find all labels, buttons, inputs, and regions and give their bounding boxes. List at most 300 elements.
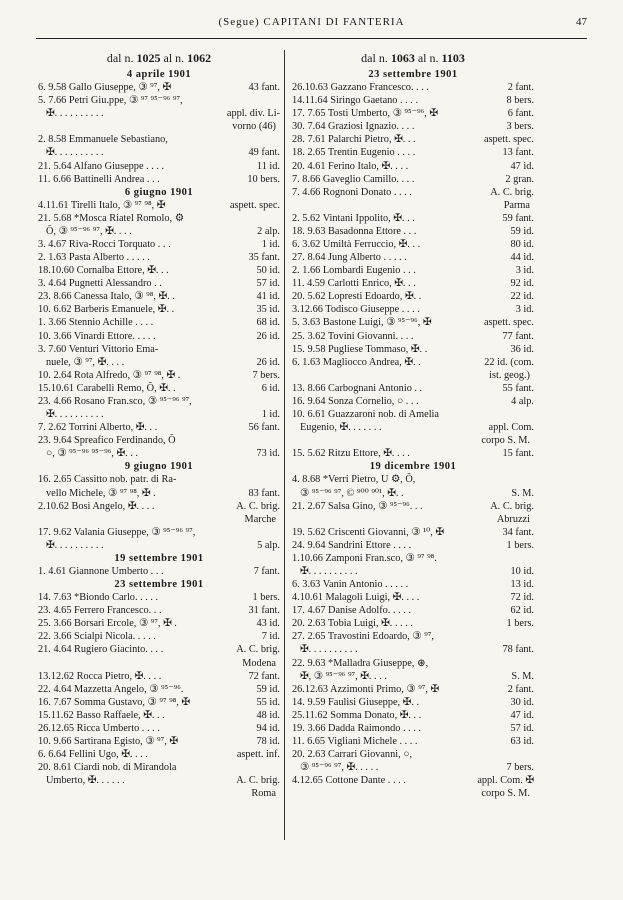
entry-continuation <box>292 761 534 774</box>
entry-assignment: corpo S. M. <box>481 788 530 800</box>
entry-continuation <box>292 487 534 500</box>
entry-name: 15. 5.62 Ritzu Ettore, ✠. . . . <box>292 448 410 460</box>
entry-name: ✠. . . . . . . . . . <box>300 644 358 656</box>
date-heading: 19 settembre 1901 <box>114 552 204 564</box>
entry-name: 6. 3.62 Umiltà Ferruccio, ✠. . . <box>292 239 421 251</box>
entry-assignment: appl. Com. ✠ <box>477 775 534 787</box>
entry-assignment: 3 id. <box>515 265 534 277</box>
entry-name: 5. 7.66 Petri Giu.ppe, ③ ⁹⁷ ⁹⁵⁻⁹⁶ ⁹⁷, <box>38 95 183 107</box>
officer-entry <box>38 369 280 382</box>
officer-entry <box>292 133 534 146</box>
entry-name: 20. 8.61 Ciardi nob. di Mirandola <box>38 762 177 774</box>
officer-entry <box>292 539 534 552</box>
entry-assignment: 6 fant. <box>507 108 534 120</box>
officer-entry <box>292 696 534 709</box>
entry-name: 7. 2.62 Torrini Alberto, ✠. . . <box>38 422 158 434</box>
entry-name: 3. 4.67 Riva-Rocci Torquato . . . <box>38 239 171 251</box>
entry-name: 26.10.63 Gazzano Francesco. . . . <box>292 82 429 94</box>
entry-continuation <box>292 369 534 382</box>
entry-assignment: 22 id. (com. <box>484 356 534 368</box>
entry-assignment: A. C. brig. <box>490 500 534 512</box>
entry-name: 21. 2.67 Salsa Gino, ③ ⁹⁵⁻⁹⁶. . . <box>292 500 423 512</box>
entry-name: 22. 4.64 Mazzetta Angelo, ③ ⁹⁵⁻⁹⁶. <box>38 683 184 695</box>
entry-assignment: 47 id. <box>510 709 534 721</box>
entry-assignment: 47 id. <box>510 160 534 172</box>
entry-assignment: 13 id. <box>510 579 534 591</box>
entry-name: 1. 3.66 Stennio Achille . . . . <box>38 317 154 329</box>
entry-assignment: S. M. <box>511 487 534 499</box>
officer-entry <box>292 277 534 290</box>
officer-entry <box>38 251 280 264</box>
officer-entry <box>38 565 280 578</box>
officer-entry <box>292 81 534 94</box>
entry-name: Umberto, ✠. . . . . . <box>46 775 125 787</box>
officer-entry <box>292 447 534 460</box>
entry-name: 21. 5.68 *Mosca Riatel Romolo, ⚙ <box>38 212 184 224</box>
entry-name: 6. 6.64 Fellini Ugo, ✠. . . . <box>38 749 148 761</box>
entry-name: 27. 2.65 Travostini Edoardo, ③ ⁹⁷, <box>292 631 434 643</box>
entry-name: 13. 8.66 Carbognani Antonio . . <box>292 382 423 394</box>
entry-name: 2. 1.63 Pasta Alberto . . . . . <box>38 252 150 264</box>
officer-entry <box>292 552 534 565</box>
entry-assignment: ist. geog.) <box>489 369 530 381</box>
entry-name: 2. 1.66 Lombardi Eugenio . . . <box>292 265 416 277</box>
entry-assignment: 1 bers. <box>506 539 534 551</box>
range-to: 1103 <box>441 51 465 65</box>
entry-assignment: 2 fant. <box>507 683 534 695</box>
officer-entry <box>292 120 534 133</box>
entry-assignment: 49 fant. <box>248 147 280 159</box>
entry-name: 24. 9.64 Sandrini Ettore . . . . <box>292 539 412 551</box>
officer-entry <box>38 683 280 696</box>
entry-name: 14. 9.59 Faulisi Giuseppe, ✠. . <box>292 696 420 708</box>
entry-assignment: 2 gran. <box>505 173 534 185</box>
entry-assignment: 26 id. <box>256 330 280 342</box>
range-mid: al n. <box>163 51 185 65</box>
entry-name: 6. 9.58 Gallo Giuseppe, ③ ⁹⁷, ✠ <box>38 82 172 94</box>
officer-entry <box>292 500 534 513</box>
officer-entry <box>292 630 534 643</box>
officer-entry <box>38 696 280 709</box>
entry-assignment: 35 fant. <box>248 252 280 264</box>
left-column <box>38 50 280 800</box>
entry-assignment: 72 id. <box>510 592 534 604</box>
officer-entry <box>38 290 280 303</box>
left-entries <box>38 68 280 800</box>
right-column <box>292 50 534 800</box>
entry-name: 21. 4.64 Rugiero Giacinto. . . . <box>38 644 164 656</box>
entry-continuation <box>38 787 280 800</box>
entry-assignment: 48 id. <box>256 709 280 721</box>
entry-name: 14. 7.63 *Biondo Carlo. . . . . <box>38 592 159 604</box>
entry-assignment: Roma <box>251 788 276 800</box>
entry-assignment: 1 bers. <box>506 618 534 630</box>
entry-assignment: 2 alp. <box>257 225 280 237</box>
officer-entry <box>292 107 534 120</box>
entry-name: ✠. . . . . . . . . . <box>46 147 104 159</box>
entry-name: 7. 4.66 Rognoni Donato . . . . <box>292 186 412 198</box>
entry-assignment: vorno (46) <box>232 121 276 133</box>
entry-name: ○, ③ ⁹⁵⁻⁹⁶ ⁹⁵⁻⁹⁶, ✠. . . <box>46 448 138 460</box>
entry-name: 27. 8.64 Jung Alberto . . . . . <box>292 252 407 264</box>
entry-name: 22. 9.63 *Malladra Giuseppe, ⊛, <box>292 657 429 669</box>
officer-entry <box>38 735 280 748</box>
entry-assignment: 72 fant. <box>248 670 280 682</box>
entry-name: 25.11.62 Somma Donato, ✠. . . <box>292 709 422 721</box>
entry-name: 20. 2.63 Carrari Giovanni, ○, <box>292 749 413 761</box>
entry-assignment: 35 id. <box>256 304 280 316</box>
entry-continuation <box>292 434 534 447</box>
officer-entry <box>292 578 534 591</box>
range-from: 1025 <box>136 51 161 65</box>
entry-name: 14.11.64 Siringo Gaetano . . . . <box>292 95 419 107</box>
entry-continuation <box>292 199 534 212</box>
entry-assignment: 34 fant. <box>502 526 534 538</box>
entry-name: 19. 3.66 Dadda Raimondo . . . . <box>292 722 421 734</box>
entry-name: Ŏ, ③ ⁹⁵⁻⁹⁶ ⁹⁷, ✠. . . . <box>46 225 132 237</box>
officer-entry <box>292 748 534 761</box>
entry-assignment: Parma <box>503 199 530 211</box>
entry-name: 3. 7.60 Venturi Vittorio Ema- <box>38 343 159 355</box>
date-heading: 23 settembre 1901 <box>368 69 458 80</box>
officer-entry <box>292 774 534 787</box>
officer-entry <box>38 133 280 146</box>
officer-entry <box>292 617 534 630</box>
officer-entry <box>292 473 534 486</box>
entry-assignment: 7 bers. <box>506 762 534 774</box>
officer-entry <box>38 617 280 630</box>
entry-assignment: 59 id. <box>256 683 280 695</box>
officer-entry <box>292 330 534 343</box>
entry-name: 11. 4.59 Carlotti Enrico, ✠. . . <box>292 278 416 290</box>
entry-assignment: 62 id. <box>510 605 534 617</box>
entry-name: 4. 8.68 *Verri Pietro, U ⚙, Ŏ, <box>292 474 416 486</box>
entry-assignment: 83 fant. <box>248 487 280 499</box>
entry-name: 16. 9.64 Sonza Cornelio, ○ . . . <box>292 395 419 407</box>
officer-entry <box>292 356 534 369</box>
entry-assignment: A. C. brig. <box>490 186 534 198</box>
running-title: (Segue) CAPITANI DI FANTERIA <box>218 16 405 28</box>
entry-name: 18. 9.63 Basadonna Ettore . . . <box>292 225 417 237</box>
entry-name: vello Michele, ③ ⁹⁷ ⁹⁸, ✠ . <box>46 487 156 499</box>
officer-entry <box>292 238 534 251</box>
entry-continuation <box>292 643 534 656</box>
range-header-right <box>292 50 534 66</box>
officer-entry <box>292 316 534 329</box>
entry-assignment: 1 id. <box>261 409 280 421</box>
range-header-left <box>38 50 280 66</box>
officer-entry <box>38 160 280 173</box>
entry-assignment: 57 id. <box>256 278 280 290</box>
officer-entry <box>38 473 280 486</box>
range-mid: al n. <box>417 51 439 65</box>
entry-continuation <box>38 774 280 787</box>
date-heading: 23 settembre 1901 <box>114 579 204 591</box>
entry-name: 17. 7.65 Tosti Umberto, ③ ⁹⁵⁻⁹⁶, ✠ <box>292 108 439 120</box>
officer-entry <box>38 761 280 774</box>
officer-entry <box>38 434 280 447</box>
date-heading: 6 giugno 1901 <box>124 186 194 198</box>
entry-name: 2.10.62 Bosi Angelo, ✠. . . . <box>38 500 155 512</box>
entry-name: 15. 9.58 Pugliese Tommaso, ✠. . <box>292 343 428 355</box>
officer-entry <box>292 722 534 735</box>
entry-continuation <box>38 513 280 526</box>
entry-name: 1. 4.61 Giannone Umberto . . . <box>38 565 164 577</box>
entry-assignment: 26 id. <box>256 356 280 368</box>
entry-continuation <box>38 539 280 552</box>
entry-assignment: 92 id. <box>510 278 534 290</box>
officer-entry <box>38 343 280 356</box>
officer-entry <box>292 173 534 186</box>
entry-name: 19. 5.62 Criscenti Giovanni, ③ ¹⁰, ✠ <box>292 526 445 538</box>
entry-name: 4.12.65 Cottone Dante . . . . <box>292 775 406 787</box>
entry-assignment: appl. Com. <box>488 422 534 434</box>
entry-name: 2. 5.62 Vintani Ippolito, ✠. . . <box>292 212 415 224</box>
officer-entry <box>38 199 280 212</box>
entry-name: ③ ⁹⁵⁻⁹⁶ ⁹⁷, ✠. . . . . <box>300 762 379 774</box>
officer-entry <box>38 500 280 513</box>
entry-assignment: 36 id. <box>510 343 534 355</box>
entry-continuation <box>38 356 280 369</box>
entry-name: 20. 5.62 Lopresti Edoardo, ✠. . <box>292 291 422 303</box>
officer-entry <box>38 604 280 617</box>
date-heading: 9 giugno 1901 <box>124 461 194 473</box>
entry-continuation <box>292 513 534 526</box>
range-prefix: dal n. <box>106 51 134 65</box>
entry-name: 2. 8.58 Emmanuele Sebastiano, <box>38 134 168 146</box>
entry-name: ✠. . . . . . . . . . <box>300 565 358 577</box>
entry-assignment: 41 id. <box>256 291 280 303</box>
entry-assignment: 8 bers. <box>506 95 534 107</box>
entry-assignment: S. M. <box>511 670 534 682</box>
entry-assignment: 55 id. <box>256 696 280 708</box>
entry-continuation <box>38 146 280 159</box>
entry-assignment: 2 fant. <box>507 82 534 94</box>
officer-entry <box>292 290 534 303</box>
officer-entry <box>292 264 534 277</box>
entry-continuation <box>38 487 280 500</box>
officer-entry <box>292 735 534 748</box>
entry-assignment: A. C. brig. <box>236 644 280 656</box>
entry-assignment: 73 id. <box>256 448 280 460</box>
entry-name: 10. 2.64 Rota Alfredo, ③ ⁹⁷ ⁹⁸, ✠ . <box>38 369 181 381</box>
officer-entry <box>292 604 534 617</box>
entry-assignment: 3 bers. <box>506 121 534 133</box>
entry-assignment: aspett. spec. <box>483 134 534 146</box>
entry-assignment: 78 fant. <box>502 644 534 656</box>
entry-assignment: appl. div. Li- <box>226 108 280 120</box>
entry-name: 6. 3.63 Vanin Antonio . . . . . <box>292 579 409 591</box>
officer-entry <box>38 591 280 604</box>
entry-assignment: 43 id. <box>256 618 280 630</box>
officer-entry <box>38 630 280 643</box>
entry-continuation <box>38 120 280 133</box>
entry-assignment: A. C. brig. <box>236 775 280 787</box>
entry-assignment: 6 id. <box>261 382 280 394</box>
entry-name: 7. 8.66 Gaveglio Camillo. . . . <box>292 173 415 185</box>
officer-entry <box>38 316 280 329</box>
officer-entry <box>292 146 534 159</box>
officer-entry <box>38 277 280 290</box>
entry-name: 17. 4.67 Danise Adolfo. . . . . <box>292 605 411 617</box>
officer-entry <box>38 303 280 316</box>
column-divider <box>284 50 285 840</box>
entry-assignment: 30 id. <box>510 696 534 708</box>
entry-name: 25. 3.66 Borsari Ercole, ③ ⁹⁷, ✠ . <box>38 618 177 630</box>
officer-entry <box>292 212 534 225</box>
entry-name: 17. 9.62 Valania Giuseppe, ③ ⁹⁵⁻⁹⁶ ⁹⁷, <box>38 526 196 538</box>
entry-assignment: 3 id. <box>515 304 534 316</box>
entry-assignment: Marche <box>244 513 276 525</box>
officer-entry <box>292 186 534 199</box>
entry-assignment: 56 fant. <box>248 422 280 434</box>
right-entries <box>292 68 534 800</box>
entry-assignment: 1 id. <box>261 239 280 251</box>
entry-continuation <box>292 670 534 683</box>
entry-assignment: aspett. spec. <box>483 317 534 329</box>
entry-assignment: 11 id. <box>256 160 280 172</box>
entry-name: 13.12.62 Rocca Pietro, ✠. . . . <box>38 670 162 682</box>
entry-name: 16. 7.67 Somma Gustavo, ③ ⁹⁷ ⁹⁸, ✠ <box>38 696 191 708</box>
entry-name: ✠, ③ ⁹⁵⁻⁹⁶ ⁹⁷, ✠. . . . <box>300 670 387 682</box>
entry-name: 10. 9.66 Sartirana Egisto, ③ ⁹⁷, ✠ <box>38 735 179 747</box>
entry-assignment: aspett. spec. <box>229 199 280 211</box>
entry-name: 3. 4.64 Pugnetti Alessandro . . <box>38 278 162 290</box>
entry-name: 15.10.61 Carabelli Remo, Ŏ, ✠. . <box>38 382 176 394</box>
officer-entry <box>292 657 534 670</box>
officer-entry <box>38 94 280 107</box>
entry-name: 26.12.65 Ricca Umberto . . . . <box>38 722 160 734</box>
officer-entry <box>38 643 280 656</box>
officer-entry <box>38 748 280 761</box>
officer-entry <box>292 343 534 356</box>
entry-name: Eugenio, ✠. . . . . . . <box>300 422 382 434</box>
entry-continuation <box>292 787 534 800</box>
entry-continuation <box>292 421 534 434</box>
officer-entry <box>292 225 534 238</box>
entry-name: 10. 6.61 Guazzaroni nob. di Amelia <box>292 409 439 421</box>
range-prefix: dal n. <box>361 51 388 65</box>
entry-assignment: 57 id. <box>510 722 534 734</box>
entry-assignment: aspett. inf. <box>236 749 280 761</box>
entry-name: 5. 3.63 Bastone Luigi, ③ ⁹⁵⁻⁹⁶, ✠ <box>292 317 432 329</box>
officer-entry <box>38 173 280 186</box>
entry-assignment: 55 fant. <box>502 382 534 394</box>
date-heading: 19 dicembre 1901 <box>369 461 457 473</box>
entry-name: 28. 7.61 Palarchi Pietro, ✠. . . <box>292 134 416 146</box>
entry-continuation <box>38 107 280 120</box>
entry-name: 11. 6.66 Battinelli Andrea . . . <box>38 173 160 185</box>
entry-name: 4.11.61 Tirelli Italo, ③ ⁹⁷ ⁹⁸, ✠ <box>38 199 166 211</box>
entry-name: 23. 4.65 Ferrero Francesco. . . <box>38 605 162 617</box>
officer-entry <box>38 264 280 277</box>
officer-entry <box>38 395 280 408</box>
officer-entry <box>292 408 534 421</box>
officer-entry <box>38 670 280 683</box>
entry-assignment: 7 bers. <box>252 369 280 381</box>
entry-assignment: 7 id. <box>261 631 280 643</box>
entry-assignment: 22 id. <box>510 291 534 303</box>
entry-name: 10. 6.62 Barberis Emanuele, ✠. . <box>38 304 175 316</box>
entry-assignment: 43 fant. <box>248 82 280 94</box>
entry-assignment: 78 id. <box>256 735 280 747</box>
entry-assignment: Abruzzi <box>496 513 530 525</box>
officer-entry <box>292 251 534 264</box>
entry-name: 30. 7.64 Graziosi Ignazio. . . . <box>292 121 415 133</box>
officer-entry <box>38 709 280 722</box>
entry-name: 4.10.61 Malagoli Luigi, ✠. . . . <box>292 592 420 604</box>
entry-assignment: 7 fant. <box>253 565 280 577</box>
entry-name: 16. 2.65 Cassitto nob. patr. di Ra- <box>38 474 177 486</box>
entry-name: 10. 3.66 Vinardi Ettore. . . . . <box>38 330 156 342</box>
entry-name: 23. 8.66 Canessa Italo, ③ ⁹⁸, ✠. . <box>38 291 175 303</box>
date-heading: 4 aprile 1901 <box>126 69 192 80</box>
entry-name: 1.10.66 Zamponi Fran.sco, ③ ⁹⁷ ⁹⁸. <box>292 552 437 564</box>
entry-name: ③ ⁹⁵⁻⁹⁶ ⁹⁷, © ⁹⁰⁰ ⁹⁰¹, ✠. . <box>300 487 404 499</box>
entry-assignment: 31 fant. <box>248 605 280 617</box>
entry-name: nuele, ③ ⁹⁷, ✠. . . . <box>46 356 125 368</box>
entry-name: 26.12.63 Azzimonti Primo, ③ ⁹⁷, ✠ <box>292 683 440 695</box>
officer-entry <box>38 212 280 225</box>
entry-assignment: 13 fant. <box>502 147 534 159</box>
entry-name: 20. 4.61 Ferino Italo, ✠. . . . <box>292 160 409 172</box>
officer-entry <box>38 330 280 343</box>
entry-name: 6. 1.63 Magliocco Andrea, ✠. . <box>292 356 421 368</box>
officer-entry <box>38 421 280 434</box>
entry-assignment: 63 id. <box>510 735 534 747</box>
entry-assignment: 68 id. <box>256 317 280 329</box>
officer-entry <box>292 526 534 539</box>
officer-entry <box>292 591 534 604</box>
entry-name: 20. 2.63 Tobia Luigi, ✠. . . . . <box>292 618 413 630</box>
page-header <box>36 16 587 34</box>
entry-name: 11. 6.65 Vigliani Michele . . . . <box>292 735 418 747</box>
officer-entry <box>292 395 534 408</box>
officer-entry <box>38 81 280 94</box>
officer-entry <box>38 238 280 251</box>
entry-assignment: 4 alp. <box>511 395 534 407</box>
officer-entry <box>38 526 280 539</box>
entry-name: 18.10.60 Cornalba Ettore, ✠. . . <box>38 265 169 277</box>
officer-entry <box>292 94 534 107</box>
entry-continuation <box>292 565 534 578</box>
range-to: 1062 <box>187 51 212 65</box>
entry-assignment: 59 fant. <box>502 212 534 224</box>
header-rule <box>36 38 587 39</box>
entry-name: ✠. . . . . . . . . . <box>46 108 104 120</box>
page-number: 47 <box>576 16 587 28</box>
entry-continuation <box>38 408 280 421</box>
entry-name: ✠. . . . . . . . . . <box>46 409 104 421</box>
entry-continuation <box>38 657 280 670</box>
entry-assignment: 59 id. <box>510 225 534 237</box>
officer-entry <box>292 683 534 696</box>
entry-assignment: 44 id. <box>510 252 534 264</box>
entry-assignment: Modena <box>242 657 276 669</box>
entry-name: 23. 4.66 Rosano Fran.sco, ③ ⁹⁵⁻⁹⁶ ⁹⁷, <box>38 395 192 407</box>
entry-name: 18. 2.65 Trentin Eugenio . . . . <box>292 147 416 159</box>
entry-name: ✠. . . . . . . . . . <box>46 539 104 551</box>
entry-assignment: 15 fant. <box>502 448 534 460</box>
entry-assignment: 5 alp. <box>257 539 280 551</box>
entry-continuation <box>38 447 280 460</box>
entry-assignment: 94 id. <box>256 722 280 734</box>
officer-entry <box>38 382 280 395</box>
entry-continuation <box>38 225 280 238</box>
entry-assignment: A. C. brig. <box>236 500 280 512</box>
entry-assignment: 10 bers. <box>247 173 280 185</box>
entry-name: 21. 5.64 Alfano Giuseppe . . . . <box>38 160 165 172</box>
